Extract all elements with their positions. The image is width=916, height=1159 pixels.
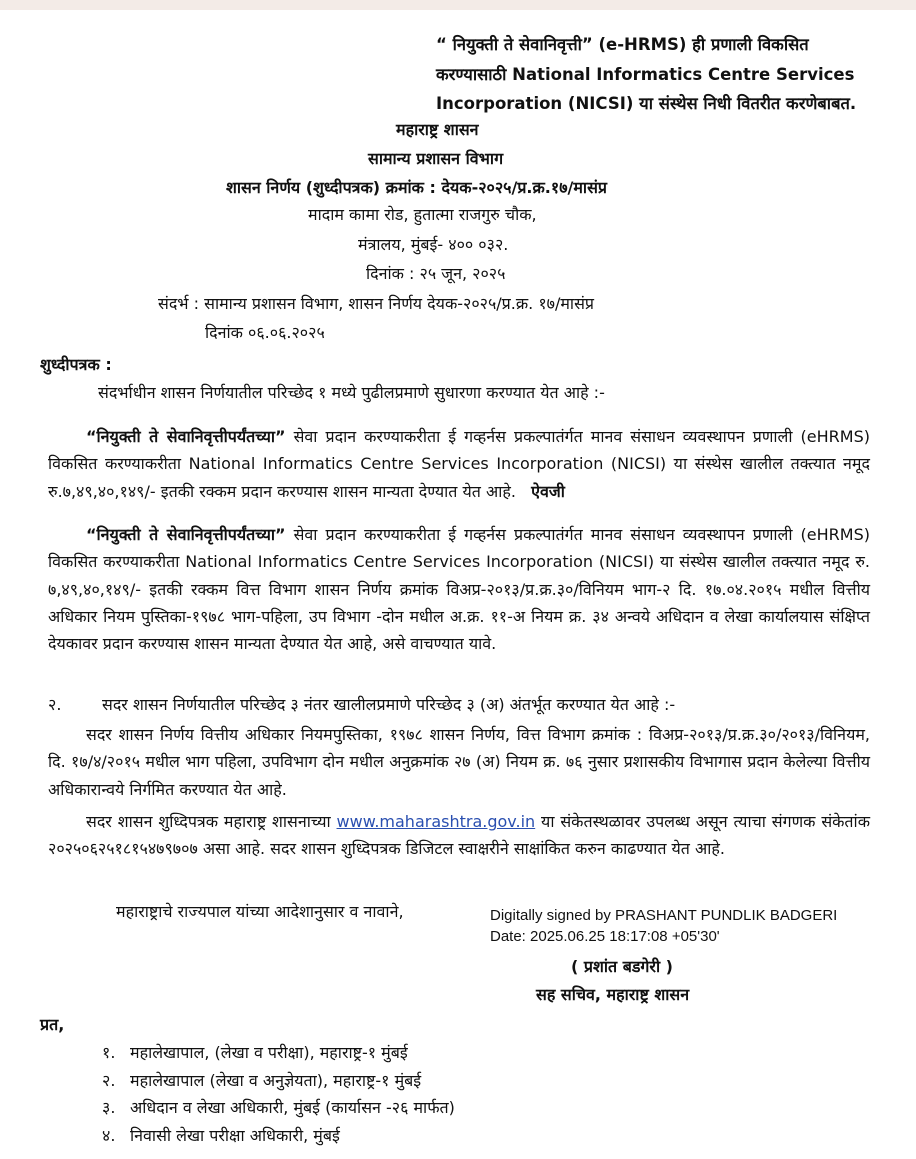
reference-line: संदर्भ : सामान्य प्रशासन विभाग, शासन निर्णय देयक-२०२५/प्र.क्र. १७/मासंप्र	[158, 294, 594, 313]
signature-line: Digitally signed by PRASHANT PUNDLIK BADGERI	[490, 907, 838, 924]
list-item	[102, 1067, 455, 1095]
reference-date: दिनांक ०६.०६.२०२५	[205, 323, 325, 342]
copies-heading: प्रत,	[40, 1015, 65, 1034]
subject-line: Incorporation (NICSI) या संस्थेस निधी वितरीत करणेबाबत.	[436, 94, 857, 113]
item-text: अधिदान व लेखा अधिकारी, मुंबई (कार्यासन -२६ मार्फत)	[130, 1098, 455, 1117]
signatory-designation: सह सचिव, महाराष्ट्र शासन	[536, 985, 690, 1004]
order-text: महाराष्ट्राचे राज्यपाल यांच्या आदेशानुसार व नावाने,	[116, 902, 404, 921]
list-item	[102, 1094, 455, 1122]
signature-date: Date: 2025.06.25 18:17:08 +05'30'	[490, 928, 720, 945]
subject-block	[436, 30, 856, 119]
issue-date: दिनांक : २५ जून, २०२५	[366, 264, 506, 283]
department-name: सामान्य प्रशासन विभाग	[368, 149, 504, 168]
item-number: २.	[102, 1070, 116, 1090]
digital-signature	[490, 905, 837, 947]
paragraph-text: सेवा प्रदान करण्याकरीता ई गव्हर्नस प्रकल्पातंर्गत मानव संसाधन व्यवस्थापन प्रणाली (eHRMS) विकसित करण्याकरीता National Informatics Centre Services Incorporation (NICSI) या संस्थेस खालील तक्त्यात नमूद रु. ७,४९,४०,१४९/- इतकी रक्कम वित्त विभाग शासन निर्णय क्रमांक विअप्र-२०१३/प्र.क्र.३०/विनियम भाग-२ दि. १७.०४.२०१५ मधील वित्तीय अधिकार नियम पुस्तिका-१९७८ भाग-पहिला, उप विभाग -दोन मधील अ.क्र. ११-अ नियम क्र. ३४ अन्वये अधिदान व लेखा कार्यालयास संक्षिप्त देयकावर प्रदान करण्यास शासन मान्यता देण्यात येत आहे, असे वाचण्यात यावे.	[48, 525, 870, 654]
item-text: महालेखापाल, (लेखा व परीक्षा), महाराष्ट्र-१ मुंबई	[130, 1043, 408, 1062]
paragraph-text: या संकेतस्थळावर उपलब्ध असून त्याचा संगणक संकेतांक २०२५०६२५१८१५४७९७०७ असा आहे. सदर शासन शुध्दिपत्रक डिजिटल स्वाक्षरीने साक्षांकित करुन काढण्यात येत आहे.	[48, 812, 870, 859]
paragraph-text: सदर शासन शुध्दिपत्रक महाराष्ट्र शासनाच्या	[86, 812, 337, 831]
subject-line: “ नियुक्ती ते सेवानिवृत्ती” (e-HRMS) ही प्रणाली विकसित	[436, 35, 809, 54]
signatory-name: ( प्रशांत बडगेरी )	[571, 957, 673, 976]
list-item	[102, 1039, 455, 1067]
point-text: सदर शासन निर्णयातील परिच्छेद ३ नंतर खालीलप्रमाणे परिच्छेद ३ (अ) अंतर्भूत करण्यात येत आहे :-	[102, 695, 676, 714]
subject-line: करण्यासाठी National Informatics Centre Services	[436, 64, 855, 84]
gr-number: शासन निर्णय (शुध्दीपत्रक) क्रमांक : देयक-२०२५/प्र.क्र.१७/मासंप्र	[226, 178, 607, 197]
copies-list	[102, 1039, 455, 1149]
government-name: महाराष्ट्र शासन	[396, 120, 479, 139]
list-item	[102, 1122, 455, 1150]
paragraph-financial: सदर शासन निर्णय वित्तीय अधिकार नियमपुस्तिका, १९७८ शासन निर्णय, वित्त विभाग क्रमांक : विअप्र-२०१३/प्र.क्र.३०/२०१३/विनियम, दि. १७/४/२०१५ मधील भाग पहिला, उपविभाग दोन मधील अनुक्रमांक २७ (अ) नियम क्र. ७६ नुसार प्रशासकीय विभागास प्रदान केलेल्या वित्तीय अधिकारान्वये निर्गमित करण्यात येत आहे.	[48, 725, 870, 799]
top-edge-strip	[0, 0, 916, 10]
paragraph-text: सेवा प्रदान करण्याकरीता ई गव्हर्नस प्रकल्पातंर्गत मानव संसाधन व्यवस्थापन प्रणाली (eHRMS) विकसित करण्याकरीता National Informatics Centre Services Incorporation (NICSI) या संस्थेस खालील तक्त्यात नमूद रु.७,४९,४०,१४९/- इतकी रक्कम प्रदान करण्यास शासन मान्यता देण्यात येत आहे.	[48, 427, 870, 501]
corrigendum-heading: शुध्दीपत्रक :	[40, 355, 112, 374]
item-number: ४.	[102, 1125, 116, 1145]
quoted-title: “नियुक्ती ते सेवानिवृत्तीपर्यंतच्या”	[86, 525, 286, 544]
instead-label: ऐवजी	[531, 481, 565, 501]
quoted-title: “नियुक्ती ते सेवानिवृत्तीपर्यंतच्या”	[86, 427, 286, 446]
item-number: १.	[102, 1043, 116, 1062]
address-line: मादाम कामा रोड, हुतात्मा राजगुरु चौक,	[308, 205, 537, 224]
website-link[interactable]: www.maharashtra.gov.in	[336, 812, 536, 831]
intro-text: संदर्भाधीन शासन निर्णयातील परिच्छेद १ मध्ये पुढीलप्रमाणे सुधारणा करण्यात येत आहे :-	[98, 383, 605, 402]
paragraph-original	[48, 423, 870, 505]
address-line: मंत्रालय, मुंबई- ४०० ०३२.	[358, 235, 509, 254]
point-number: २.	[48, 695, 62, 714]
item-text: महालेखापाल (लेखा व अनुज्ञेयता), महाराष्ट्र-१ मुंबई	[130, 1070, 422, 1090]
paragraph-website	[48, 808, 870, 863]
item-number: ३.	[102, 1098, 116, 1117]
paragraph-corrected	[48, 521, 870, 657]
item-text: निवासी लेखा परीक्षा अधिकारी, मुंबई	[130, 1125, 340, 1145]
